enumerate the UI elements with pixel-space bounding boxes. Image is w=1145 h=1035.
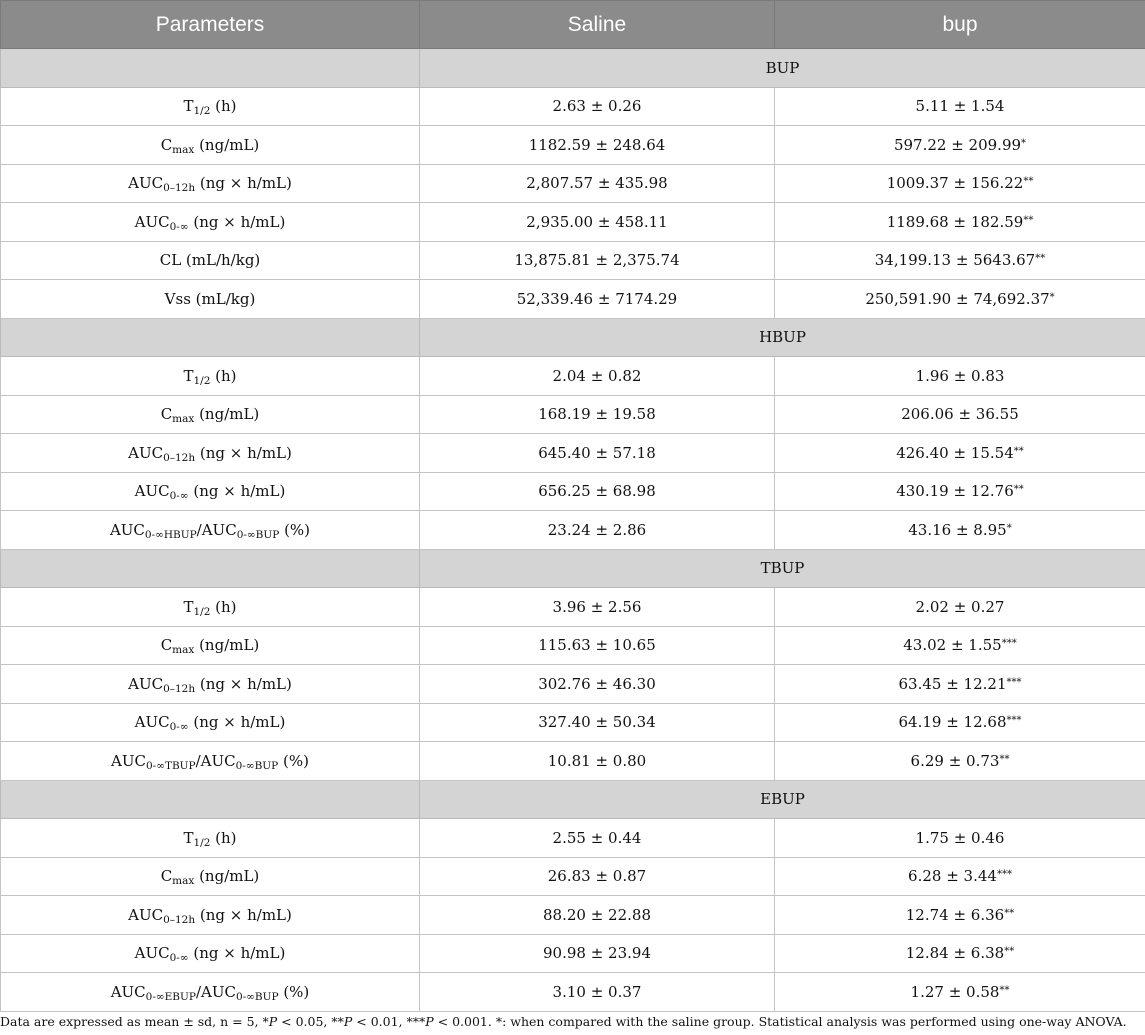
table-header-row — [1, 1, 1145, 49]
table-row — [1, 626, 1145, 665]
bup-value: 1.27 ± 0.58 — [910, 982, 1000, 1001]
parameter-cell — [1, 241, 420, 280]
parameter-cell — [1, 896, 420, 935]
bup-value: 430.19 ± 12.76 — [896, 482, 1014, 501]
significance-marker: *** — [1001, 638, 1017, 650]
table-body — [1, 49, 1145, 1012]
parameter-cell — [1, 819, 420, 858]
header-parameters: Parameters — [1, 1, 420, 49]
parameter-subscript: max — [172, 413, 195, 426]
table-row — [1, 703, 1145, 742]
bup-value: 1.75 ± 0.46 — [915, 828, 1005, 847]
table-row — [1, 87, 1145, 126]
parameter-name: AUC — [111, 751, 146, 770]
bup-value: 1009.37 ± 156.22 — [886, 174, 1024, 193]
parameter-subscript: 1/2 — [193, 605, 211, 618]
parameter-subscript: 0-∞BUP — [235, 990, 279, 1003]
parameter-unit: (ng/mL) — [194, 636, 260, 655]
table-row — [1, 280, 1145, 319]
parameter-cell — [1, 934, 420, 973]
parameter-unit: (ng × h/mL) — [195, 905, 292, 924]
parameter-subscript: 1/2 — [193, 374, 211, 387]
saline-value: 10.81 ± 0.80 — [420, 742, 775, 781]
parameter-name: T — [183, 597, 194, 616]
parameter-unit: (ng/mL) — [194, 405, 260, 424]
table-row — [1, 819, 1145, 858]
saline-value: 90.98 ± 23.94 — [420, 934, 775, 973]
significance-marker: ** — [1023, 176, 1034, 188]
bup-value: 206.06 ± 36.55 — [901, 405, 1019, 424]
parameter-unit: (ng × h/mL) — [188, 944, 286, 963]
parameter-name: AUC — [110, 982, 146, 1001]
saline-value: 645.40 ± 57.18 — [420, 434, 775, 473]
parameter-name: AUC — [128, 674, 164, 693]
bup-value: 43.16 ± 8.95 — [908, 520, 1007, 539]
table-row — [1, 241, 1145, 280]
saline-value: 26.83 ± 0.87 — [420, 857, 775, 896]
saline-value: 115.63 ± 10.65 — [420, 626, 775, 665]
parameter-unit: (h) — [210, 828, 237, 847]
group-header-row — [1, 49, 1145, 88]
bup-value: 6.29 ± 0.73 — [910, 751, 1000, 770]
table-footnote: Data are expressed as mean ± sd, n = 5, *P < 0.05, **P < 0.01, ***P < 0.001. *: when compared with the saline group. Statistical analysis was performed using one-way ANOVA. — [0, 1014, 1127, 1029]
parameter-subscript: 0-∞BUP — [235, 759, 279, 772]
parameter-name: CL (mL/h/kg) — [159, 251, 261, 270]
parameter-unit: (%) — [279, 520, 311, 539]
parameter-subscript: 0-∞ — [169, 721, 189, 734]
parameter-subscript: 0-∞ — [169, 952, 189, 965]
bup-value: 250,591.90 ± 74,692.37 — [865, 289, 1050, 308]
group-header-row — [1, 780, 1145, 819]
bup-value: 64.19 ± 12.68 — [898, 713, 1007, 732]
table-row — [1, 742, 1145, 781]
parameter-name: AUC — [128, 905, 164, 924]
parameter-cell — [1, 973, 420, 1012]
bup-value: 1189.68 ± 182.59 — [886, 212, 1024, 231]
significance-marker: ** — [999, 984, 1010, 996]
bup-cell — [775, 126, 1145, 165]
parameter-cell — [1, 434, 420, 473]
saline-value: 23.24 ± 2.86 — [420, 511, 775, 550]
significance-marker: ** — [1004, 946, 1015, 958]
parameter-unit: (ng × h/mL) — [195, 674, 292, 693]
bup-cell — [775, 819, 1145, 858]
parameter-unit: (ng × h/mL) — [188, 713, 286, 732]
group-name: EBUP — [420, 780, 1145, 819]
parameter-subscript: 0–12h — [163, 682, 196, 695]
bup-cell — [775, 665, 1145, 704]
header-bup: bup — [775, 1, 1145, 49]
bup-cell — [775, 280, 1145, 319]
group-name: TBUP — [420, 549, 1145, 588]
parameter-unit: (ng × h/mL) — [188, 482, 286, 501]
parameter-unit: (ng × h/mL) — [195, 443, 292, 462]
parameter-unit: (h) — [210, 366, 237, 385]
parameter-name: AUC — [109, 520, 145, 539]
bup-cell — [775, 896, 1145, 935]
parameter-cell — [1, 588, 420, 627]
bup-cell — [775, 626, 1145, 665]
parameter-subscript: 0-∞BUP — [236, 528, 280, 541]
table-row — [1, 395, 1145, 434]
bup-cell — [775, 588, 1145, 627]
bup-cell — [775, 857, 1145, 896]
saline-value: 302.76 ± 46.30 — [420, 665, 775, 704]
bup-value: 63.45 ± 12.21 — [898, 674, 1007, 693]
table-row — [1, 934, 1145, 973]
saline-value: 52,339.46 ± 7174.29 — [420, 280, 775, 319]
parameter-cell — [1, 472, 420, 511]
parameter-subscript: 0-∞ — [169, 220, 189, 233]
parameter-cell — [1, 857, 420, 896]
bup-value: 2.02 ± 0.27 — [915, 597, 1005, 616]
header-saline: Saline — [420, 1, 775, 49]
bup-cell — [775, 357, 1145, 396]
table-row — [1, 472, 1145, 511]
parameter-cell — [1, 164, 420, 203]
parameter-unit: (%) — [278, 751, 309, 770]
bup-cell — [775, 87, 1145, 126]
parameter-name: T — [183, 828, 194, 847]
group-header-row — [1, 318, 1145, 357]
parameter-name: T — [183, 97, 194, 116]
saline-value: 2.04 ± 0.82 — [420, 357, 775, 396]
parameter-name: AUC — [134, 482, 170, 501]
significance-marker: *** — [996, 869, 1012, 881]
saline-value: 327.40 ± 50.34 — [420, 703, 775, 742]
parameter-unit: (ng × h/mL) — [195, 174, 292, 193]
parameter-name: AUC — [134, 944, 170, 963]
table-row — [1, 896, 1145, 935]
parameter-cell — [1, 626, 420, 665]
table-row — [1, 511, 1145, 550]
parameter-unit: (ng/mL) — [194, 867, 260, 886]
bup-cell — [775, 241, 1145, 280]
table-row — [1, 857, 1145, 896]
saline-value: 656.25 ± 68.98 — [420, 472, 775, 511]
significance-marker: ** — [1023, 214, 1034, 226]
parameter-name: AUC — [128, 174, 164, 193]
group-header-row — [1, 549, 1145, 588]
bup-cell — [775, 934, 1145, 973]
bup-cell — [775, 511, 1145, 550]
parameter-cell — [1, 665, 420, 704]
parameter-cell — [1, 203, 420, 242]
parameter-ratio-denominator: /AUC — [195, 982, 236, 1001]
significance-marker: ** — [1004, 907, 1015, 919]
table-row — [1, 164, 1145, 203]
parameter-subscript: max — [172, 644, 195, 657]
parameter-unit: (h) — [210, 97, 237, 116]
parameter-subscript: 0–12h — [163, 182, 196, 195]
bup-value: 5.11 ± 1.54 — [915, 97, 1005, 116]
parameter-cell — [1, 126, 420, 165]
significance-marker: ** — [999, 753, 1010, 765]
parameter-ratio-denominator: /AUC — [195, 751, 236, 770]
table-row — [1, 357, 1145, 396]
bup-value: 12.74 ± 6.36 — [905, 905, 1005, 924]
parameter-name: T — [183, 366, 194, 385]
saline-value: 13,875.81 ± 2,375.74 — [420, 241, 775, 280]
parameter-subscript: 0-∞TBUP — [145, 759, 196, 772]
parameter-subscript: 0-∞EBUP — [145, 990, 196, 1003]
group-header-blank-cell — [1, 318, 420, 357]
parameter-name: C — [160, 867, 173, 886]
parameter-unit: (ng/mL) — [194, 135, 260, 154]
parameter-ratio-denominator: /AUC — [196, 520, 237, 539]
significance-marker: *** — [1006, 715, 1022, 727]
group-header-blank-cell — [1, 780, 420, 819]
parameter-name: C — [160, 405, 173, 424]
parameter-cell — [1, 280, 420, 319]
bup-value: 597.22 ± 209.99 — [893, 135, 1022, 154]
parameter-name: AUC — [134, 212, 170, 231]
bup-value: 12.84 ± 6.38 — [905, 944, 1005, 963]
parameter-cell — [1, 742, 420, 781]
parameter-subscript: 1/2 — [193, 836, 211, 849]
parameter-cell — [1, 511, 420, 550]
parameter-cell — [1, 357, 420, 396]
parameter-name: AUC — [134, 713, 170, 732]
saline-value: 2,807.57 ± 435.98 — [420, 164, 775, 203]
bup-cell — [775, 973, 1145, 1012]
table-row — [1, 665, 1145, 704]
table-row — [1, 126, 1145, 165]
parameter-name: Vss (mL/kg) — [164, 289, 256, 308]
saline-value: 168.19 ± 19.58 — [420, 395, 775, 434]
saline-value: 2.63 ± 0.26 — [420, 87, 775, 126]
parameter-unit: (h) — [210, 597, 237, 616]
significance-marker: ** — [1035, 253, 1046, 265]
parameter-subscript: 0–12h — [163, 913, 196, 926]
significance-marker: ** — [1013, 484, 1024, 496]
table-row — [1, 203, 1145, 242]
parameter-name: C — [160, 636, 173, 655]
saline-value: 88.20 ± 22.88 — [420, 896, 775, 935]
bup-value: 426.40 ± 15.54 — [896, 443, 1014, 462]
group-header-blank-cell — [1, 49, 420, 88]
table-row — [1, 973, 1145, 1012]
group-name: BUP — [420, 49, 1145, 88]
bup-cell — [775, 703, 1145, 742]
parameter-subscript: 0-∞HBUP — [144, 528, 197, 541]
table-row — [1, 588, 1145, 627]
saline-value: 2.55 ± 0.44 — [420, 819, 775, 858]
parameter-subscript: max — [172, 875, 195, 888]
bup-value: 43.02 ± 1.55 — [903, 636, 1002, 655]
saline-value: 1182.59 ± 248.64 — [420, 126, 775, 165]
significance-marker: ** — [1013, 445, 1024, 457]
parameter-subscript: 0-∞ — [169, 490, 189, 503]
parameter-cell — [1, 395, 420, 434]
parameter-cell — [1, 87, 420, 126]
bup-cell — [775, 742, 1145, 781]
parameter-name: C — [160, 135, 173, 154]
parameter-unit: (ng × h/mL) — [188, 212, 286, 231]
parameter-subscript: 0–12h — [163, 451, 196, 464]
saline-value: 3.96 ± 2.56 — [420, 588, 775, 627]
parameter-subscript: 1/2 — [193, 105, 211, 118]
bup-cell — [775, 164, 1145, 203]
bup-cell — [775, 434, 1145, 473]
saline-value: 2,935.00 ± 458.11 — [420, 203, 775, 242]
bup-cell — [775, 203, 1145, 242]
significance-marker: * — [1049, 291, 1055, 303]
group-header-blank-cell — [1, 549, 420, 588]
bup-value: 1.96 ± 0.83 — [915, 366, 1005, 385]
group-name: HBUP — [420, 318, 1145, 357]
bup-value: 6.28 ± 3.44 — [908, 867, 997, 886]
parameter-subscript: max — [172, 143, 195, 156]
significance-marker: * — [1021, 137, 1027, 149]
table-row — [1, 434, 1145, 473]
bup-value: 34,199.13 ± 5643.67 — [874, 251, 1036, 270]
significance-marker: *** — [1006, 676, 1022, 688]
parameter-name: AUC — [128, 443, 164, 462]
bup-cell — [775, 472, 1145, 511]
bup-cell — [775, 395, 1145, 434]
saline-value: 3.10 ± 0.37 — [420, 973, 775, 1012]
parameter-cell — [1, 703, 420, 742]
significance-marker: * — [1006, 522, 1012, 534]
parameter-unit: (%) — [278, 982, 310, 1001]
